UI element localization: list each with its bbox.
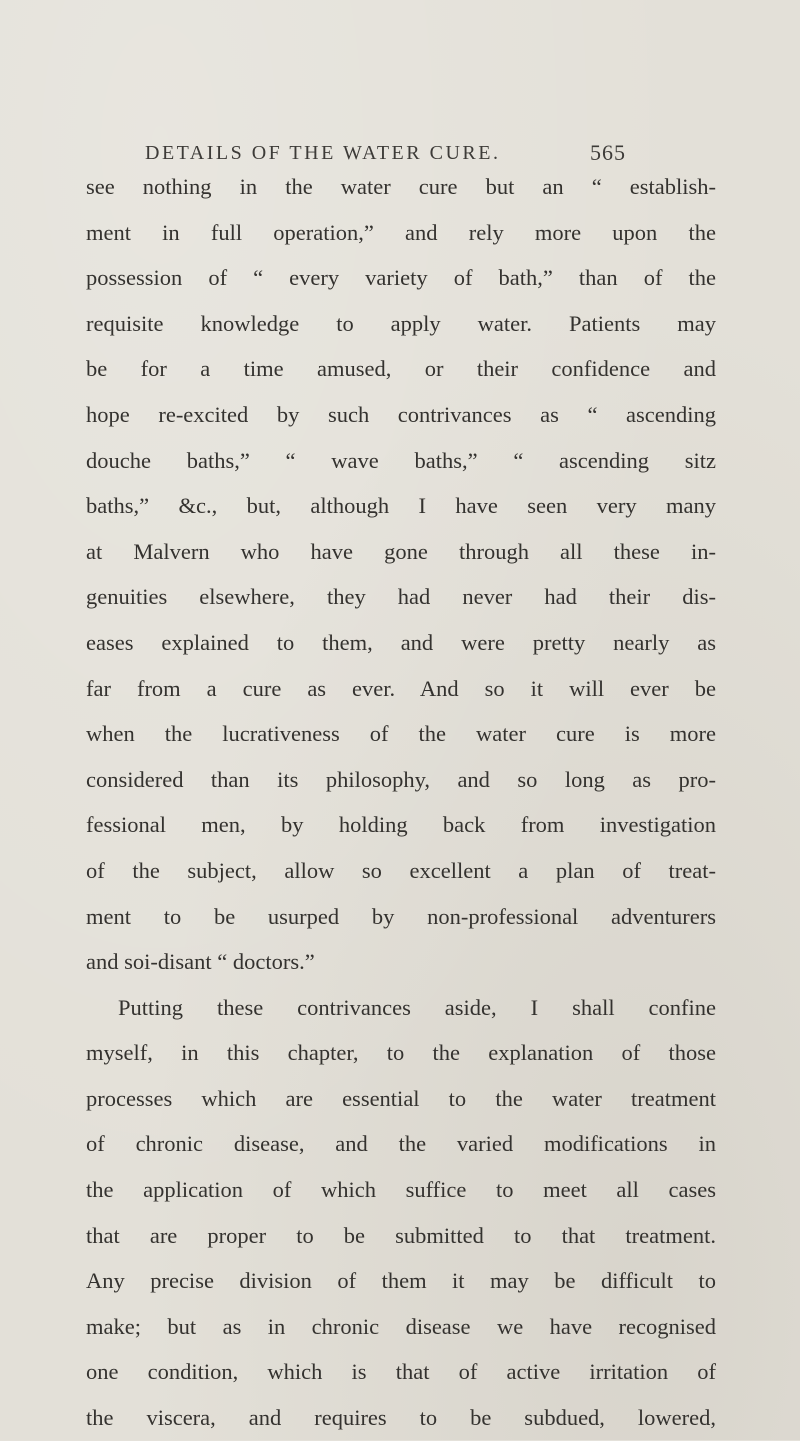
text-line: be for a time amused, or their confidence and [86, 356, 716, 382]
text-line: hope re-excited by such contrivances as “ ascending [86, 401, 716, 427]
text-line: myself, in this chapter, to the explanation of those [86, 1040, 716, 1066]
text-line: eases explained to them, and were pretty nearly as [86, 629, 716, 655]
text-line: of the subject, allow so excellent a plan of treat- [86, 857, 716, 883]
text-line: fessional men, by holding back from investigation [86, 812, 716, 838]
text-line: of chronic disease, and the varied modifications in [86, 1131, 716, 1157]
text-line: see nothing in the water cure but an “ establish- [86, 174, 716, 199]
text-line: that are proper to be submitted to that treatment. [86, 1222, 716, 1248]
text-line: requisite knowledge to apply water. Patients may [86, 310, 716, 336]
text-line: at Malvern who have gone through all these in- [86, 538, 716, 564]
text-line: one condition, which is that of active irritation of [86, 1359, 716, 1385]
page-number: 565 [590, 140, 626, 165]
text-line: Any precise division of them it may be difficult to [86, 1268, 716, 1294]
text-line: baths,” &c., but, although I have seen very many [86, 493, 716, 519]
text-line: processes which are essential to the water treatment [86, 1085, 716, 1111]
text-line: far from a cure as ever. And so it will ever be [86, 675, 716, 701]
body-text [86, 164, 716, 1441]
text-line: genuities elsewhere, they had never had their dis- [86, 584, 716, 610]
text-line: possession of “ every variety of bath,” than of the [86, 265, 716, 291]
text-line: when the lucrativeness of the water cure is more [86, 721, 716, 747]
text-line: considered than its philosophy, and so long as pro- [86, 766, 716, 792]
text-line: the application of which suffice to meet all cases [86, 1177, 716, 1203]
text-line: and soi-disant “ doctors.” [86, 949, 315, 975]
text-line: ment in full operation,” and rely more upon the [86, 219, 716, 245]
text-line: Putting these contrivances aside, I shall confine [118, 994, 716, 1020]
running-header: DETAILS OF THE WATER CURE. [145, 142, 501, 164]
text-line: make; but as in chronic disease we have recognised [86, 1313, 716, 1339]
text-line: ment to be usurped by non-professional adventurers [86, 903, 716, 929]
text-line: the viscera, and requires to be subdued, lowered, [86, 1405, 716, 1431]
text-line: douche baths,” “ wave baths,” “ ascending sitz [86, 447, 716, 473]
